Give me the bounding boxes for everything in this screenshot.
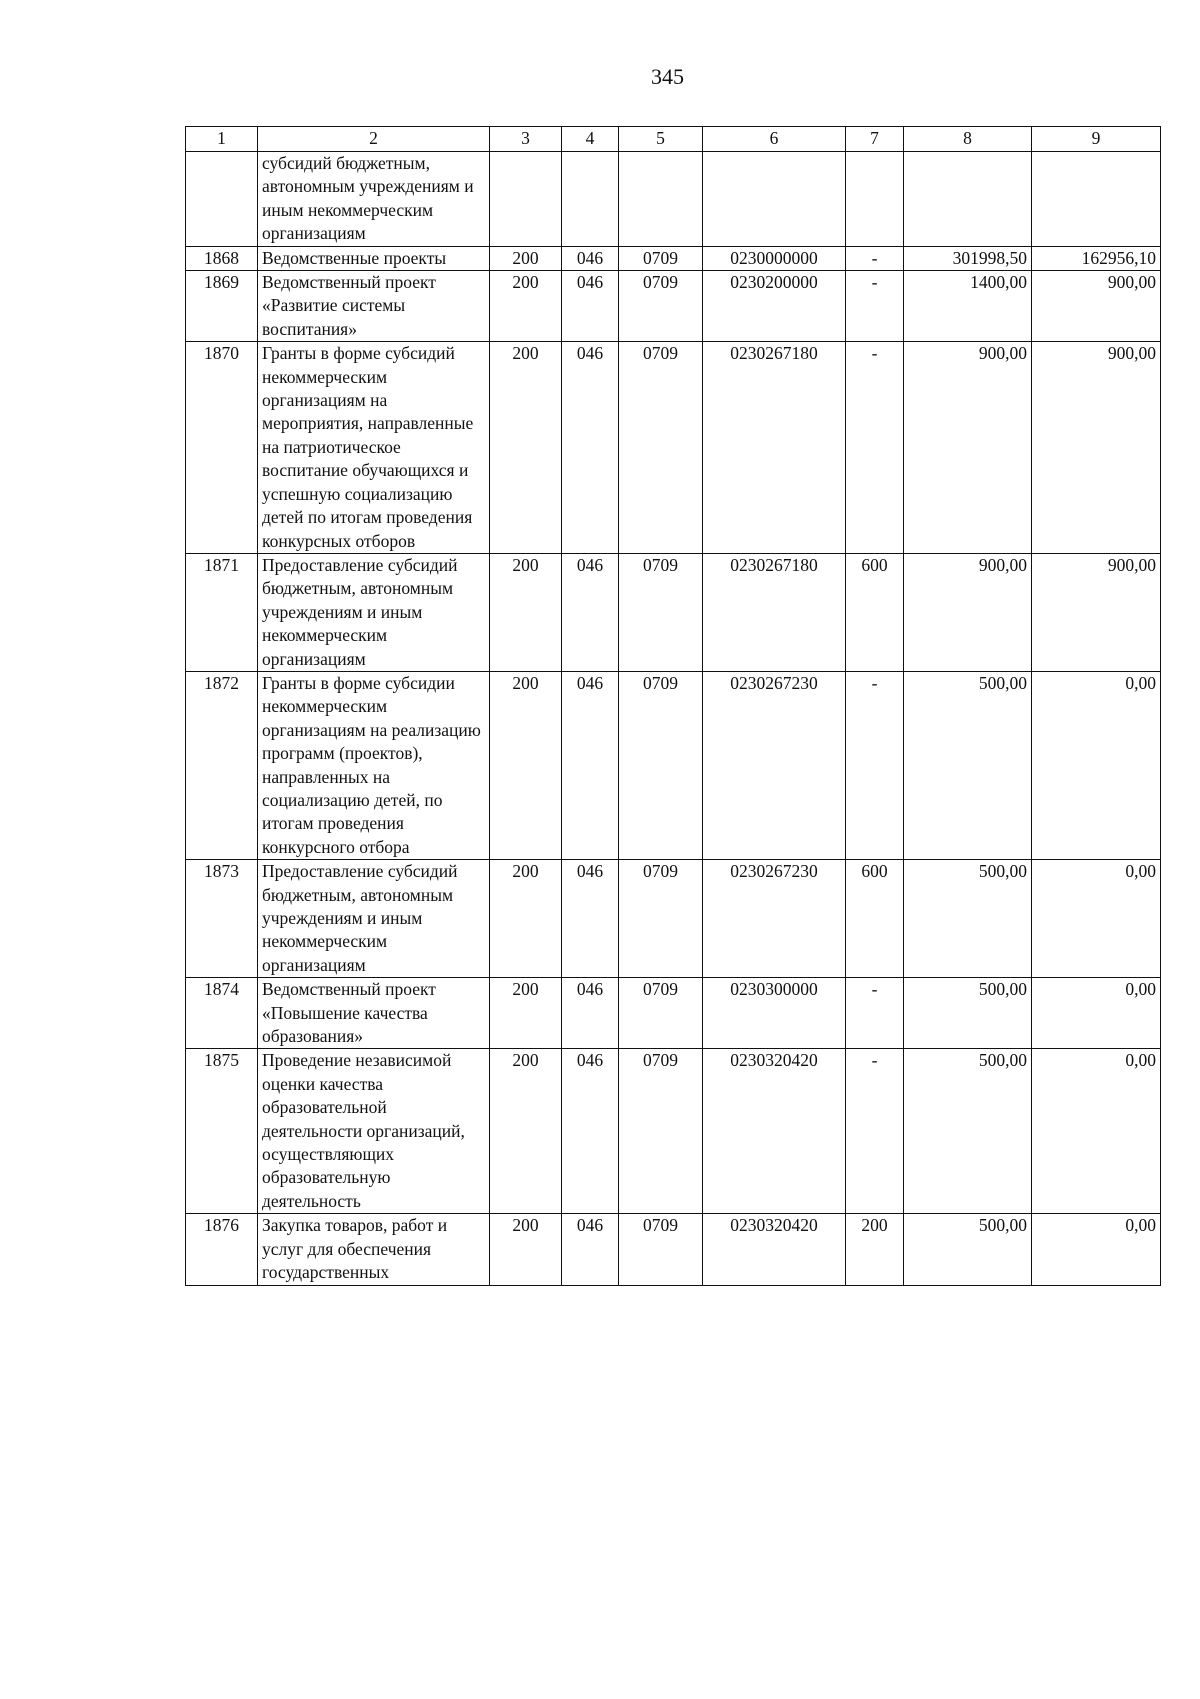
code-col-7: 600 [846,860,904,978]
table-row [186,978,1161,1049]
code-col-6: 0230267180 [703,342,846,554]
row-number: 1868 [186,246,258,270]
table-row [186,271,1161,342]
row-number [186,152,258,247]
column-header: 1 [186,127,258,152]
code-col-5: 0709 [619,271,703,342]
table-row [186,246,1161,270]
row-number: 1870 [186,342,258,554]
code-col-7: - [846,246,904,270]
amount-col-9: 0,00 [1032,860,1161,978]
code-col-5: 0709 [619,553,703,671]
item-name: Предоставление субсидий бюджетным, автономным учреждениям и иным некоммерческим организациям [258,553,490,671]
item-name: Гранты в форме субсидий некоммерческим организациям на мероприятия, направленные на патриотическое воспитание обучающихся и успешную социализацию детей по итогам проведения конкурсных отборов [258,342,490,554]
item-name: Ведомственный проект «Повышение качества образования» [258,978,490,1049]
item-name: Проведение независимой оценки качества образовательной деятельности организаций, осуществляющих образовательную деятельность [258,1049,490,1214]
item-name: Предоставление субсидий бюджетным, автономным учреждениям и иным некоммерческим организациям [258,860,490,978]
budget-table [185,126,1161,1286]
row-number: 1869 [186,271,258,342]
code-col-7: - [846,978,904,1049]
code-col-3: 200 [490,246,562,270]
code-col-4: 046 [562,1214,619,1285]
code-col-5: 0709 [619,671,703,859]
table-row [186,860,1161,978]
code-col-5: 0709 [619,1214,703,1285]
code-col-7: - [846,1049,904,1214]
code-col-7: 600 [846,553,904,671]
column-header: 3 [490,127,562,152]
column-header: 8 [904,127,1032,152]
code-col-5: 0709 [619,342,703,554]
code-col-3: 200 [490,1214,562,1285]
code-col-6: 0230267180 [703,553,846,671]
amount-col-8: 500,00 [904,671,1032,859]
code-col-6: 0230200000 [703,271,846,342]
column-header: 2 [258,127,490,152]
code-col-6: 0230267230 [703,671,846,859]
table-row [186,1049,1161,1214]
code-col-3: 200 [490,271,562,342]
code-col-3: 200 [490,342,562,554]
amount-col-8: 500,00 [904,1049,1032,1214]
amount-col-9: 162956,10 [1032,246,1161,270]
code-col-4: 046 [562,342,619,554]
amount-col-8: 500,00 [904,1214,1032,1285]
column-header: 4 [562,127,619,152]
item-name: Ведомственные проекты [258,246,490,270]
table-row [186,671,1161,859]
amount-col-9: 900,00 [1032,553,1161,671]
code-col-4: 046 [562,860,619,978]
code-col-3: 200 [490,978,562,1049]
code-col-7: 200 [846,1214,904,1285]
amount-col-8: 900,00 [904,553,1032,671]
code-col-3: 200 [490,860,562,978]
amount-col-8 [904,152,1032,247]
amount-col-9: 0,00 [1032,978,1161,1049]
code-col-3: 200 [490,553,562,671]
table-row [186,342,1161,554]
amount-col-9: 0,00 [1032,1049,1161,1214]
code-col-7: - [846,271,904,342]
item-name: субсидий бюджетным, автономным учреждениям и иным некоммерческим организациям [258,152,490,247]
table-row [186,1214,1161,1285]
code-col-7 [846,152,904,247]
code-col-7: - [846,671,904,859]
amount-col-9: 0,00 [1032,671,1161,859]
page-number: 345 [651,64,684,89]
amount-col-8: 900,00 [904,342,1032,554]
code-col-5: 0709 [619,978,703,1049]
amount-col-9: 900,00 [1032,342,1161,554]
amount-col-8: 500,00 [904,860,1032,978]
amount-col-8: 301998,50 [904,246,1032,270]
column-header: 9 [1032,127,1161,152]
row-number: 1874 [186,978,258,1049]
code-col-5: 0709 [619,1049,703,1214]
code-col-5: 0709 [619,246,703,270]
code-col-4: 046 [562,553,619,671]
table-row [186,152,1161,247]
code-col-6: 0230000000 [703,246,846,270]
code-col-4: 046 [562,246,619,270]
code-col-6 [703,152,846,247]
code-col-6: 0230300000 [703,978,846,1049]
amount-col-9: 0,00 [1032,1214,1161,1285]
row-number: 1871 [186,553,258,671]
code-col-3: 200 [490,671,562,859]
item-name: Закупка товаров, работ и услуг для обеспечения государственных [258,1214,490,1285]
amount-col-8: 500,00 [904,978,1032,1049]
row-number: 1873 [186,860,258,978]
code-col-4: 046 [562,978,619,1049]
code-col-3 [490,152,562,247]
item-name: Гранты в форме субсидии некоммерческим организациям на реализацию программ (проектов), направленных на социализацию детей, по итогам проведения конкурсного отбора [258,671,490,859]
row-number: 1875 [186,1049,258,1214]
table-body [186,152,1161,1286]
code-col-6: 0230320420 [703,1049,846,1214]
code-col-6: 0230267230 [703,860,846,978]
item-name: Ведомственный проект «Развитие системы воспитания» [258,271,490,342]
amount-col-9 [1032,152,1161,247]
code-col-5: 0709 [619,860,703,978]
column-header: 5 [619,127,703,152]
code-col-3: 200 [490,1049,562,1214]
code-col-6: 0230320420 [703,1214,846,1285]
code-col-4: 046 [562,671,619,859]
header-row [186,127,1161,152]
amount-col-8: 1400,00 [904,271,1032,342]
code-col-5 [619,152,703,247]
row-number: 1872 [186,671,258,859]
code-col-7: - [846,342,904,554]
table-row [186,553,1161,671]
row-number: 1876 [186,1214,258,1285]
code-col-4: 046 [562,1049,619,1214]
column-header: 6 [703,127,846,152]
column-header: 7 [846,127,904,152]
code-col-4 [562,152,619,247]
code-col-4: 046 [562,271,619,342]
amount-col-9: 900,00 [1032,271,1161,342]
